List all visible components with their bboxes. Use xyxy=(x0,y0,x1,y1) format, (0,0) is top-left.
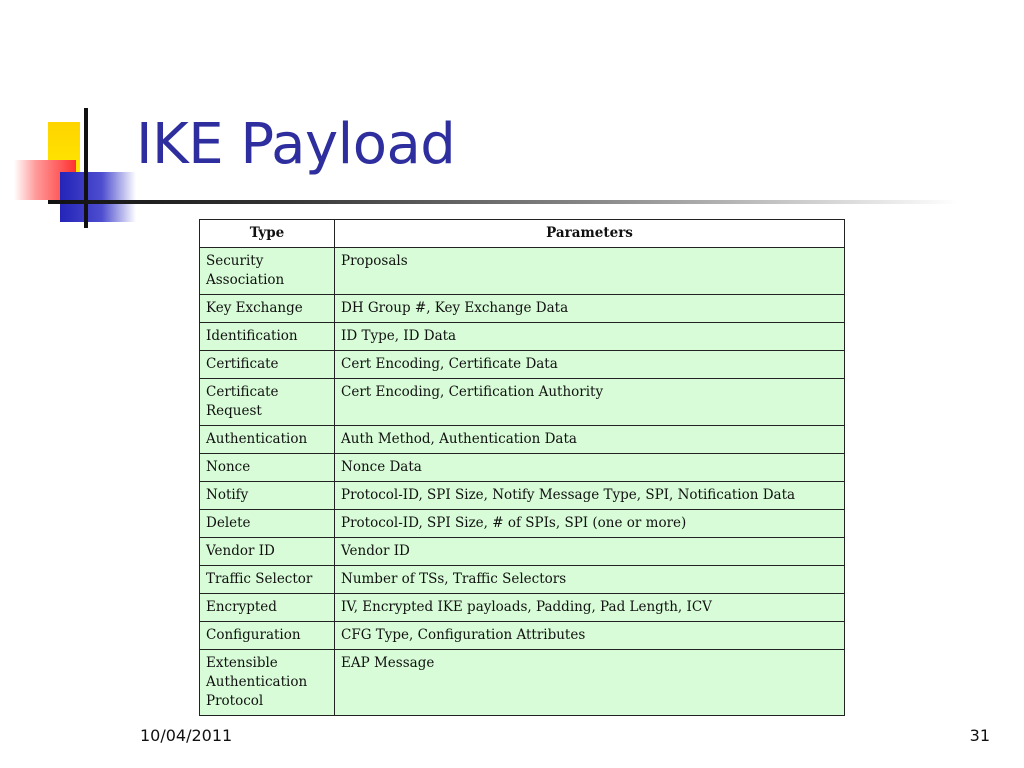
table-row xyxy=(200,594,845,622)
row-type: Security Association xyxy=(200,248,335,295)
title-underline xyxy=(48,200,958,204)
table-row xyxy=(200,538,845,566)
row-parameters: CFG Type, Configuration Attributes xyxy=(335,622,845,650)
table-header-row xyxy=(200,220,845,248)
logo-blue-square xyxy=(60,172,136,222)
header-type: Type xyxy=(200,220,335,248)
row-type: Vendor ID xyxy=(200,538,335,566)
table-row xyxy=(200,482,845,510)
row-type: Notify xyxy=(200,482,335,510)
row-type: Certificate xyxy=(200,351,335,379)
row-parameters: Protocol-ID, SPI Size, Notify Message Type, SPI, Notification Data xyxy=(335,482,845,510)
row-type: Key Exchange xyxy=(200,295,335,323)
row-parameters: Nonce Data xyxy=(335,454,845,482)
table-row xyxy=(200,351,845,379)
row-parameters: DH Group #, Key Exchange Data xyxy=(335,295,845,323)
row-parameters: Vendor ID xyxy=(335,538,845,566)
row-parameters: Number of TSs, Traffic Selectors xyxy=(335,566,845,594)
logo-vertical-line xyxy=(84,108,88,228)
row-type: Authentication xyxy=(200,426,335,454)
row-parameters: Cert Encoding, Certification Authority xyxy=(335,379,845,426)
footer-date: 10/04/2011 xyxy=(140,726,233,745)
table-row xyxy=(200,454,845,482)
row-parameters: IV, Encrypted IKE payloads, Padding, Pad Length, ICV xyxy=(335,594,845,622)
table-row xyxy=(200,622,845,650)
table-row xyxy=(200,566,845,594)
slide-title: IKE Payload xyxy=(136,112,456,177)
table-row xyxy=(200,426,845,454)
ike-payload-table xyxy=(199,219,845,716)
row-type: Delete xyxy=(200,510,335,538)
row-parameters: ID Type, ID Data xyxy=(335,323,845,351)
table-row xyxy=(200,650,845,716)
page-number: 31 xyxy=(969,726,990,745)
table-row xyxy=(200,510,845,538)
table-row xyxy=(200,295,845,323)
row-type: Encrypted xyxy=(200,594,335,622)
row-type: Nonce xyxy=(200,454,335,482)
row-type: Identification xyxy=(200,323,335,351)
row-parameters: Auth Method, Authentication Data xyxy=(335,426,845,454)
table-row xyxy=(200,248,845,295)
header-parameters: Parameters xyxy=(335,220,845,248)
row-type: Traffic Selector xyxy=(200,566,335,594)
row-parameters: EAP Message xyxy=(335,650,845,716)
row-parameters: Proposals xyxy=(335,248,845,295)
row-type: Extensible Authentication Protocol xyxy=(200,650,335,716)
row-type: Configuration xyxy=(200,622,335,650)
table-row xyxy=(200,323,845,351)
row-parameters: Cert Encoding, Certificate Data xyxy=(335,351,845,379)
row-parameters: Protocol-ID, SPI Size, # of SPIs, SPI (one or more) xyxy=(335,510,845,538)
row-type: Certificate Request xyxy=(200,379,335,426)
table-row xyxy=(200,379,845,426)
